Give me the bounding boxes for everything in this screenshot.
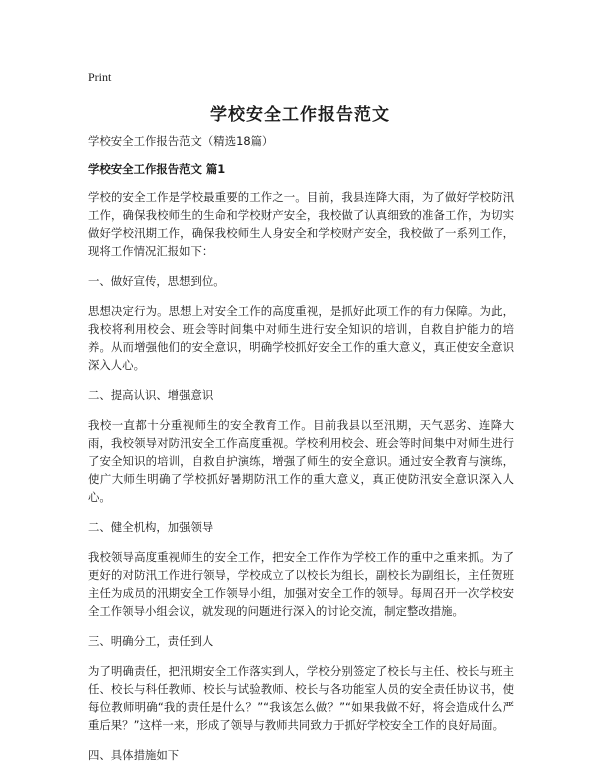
page-title: 学校安全工作报告范文 (210, 105, 390, 125)
print-link[interactable]: Print (88, 70, 112, 84)
paragraph-publicity: 思想决定行为。思想上对安全工作的高度重视，是抓好此项工作的有力保障。为此，我校将利用校会、班会等时间集中对师生进行安全知识的培训，自救自护能力的培养。从而增强他们的安全意识，明确学校抓好安全工作的重大意义，真正使安全意识深入人心。 (88, 304, 514, 372)
document-body (88, 132, 514, 776)
paragraph-awareness: 我校一直都十分重视师生的安全教育工作。目前我县以至汛期，天气恶劣、连降大雨，我校领导对防汛安全工作高度重视。学校利用校会、班会等时间集中对师生进行了安全知识的培训，自救自护演练，增强了师生的安全意识。通过安全教育与演练，使广大师生明确了学校抓好暑期防汛工作的重大意义，真正使防汛安全意识深入人心。 (88, 418, 514, 504)
heading-awareness: 二、提高认识、增强意识 (88, 388, 214, 402)
section-title: 学校安全工作报告范文 篇1 (88, 162, 226, 176)
heading-organization: 二、健全机构，加强领导 (88, 520, 214, 534)
heading-measures: 四、具体措施如下 (88, 748, 180, 762)
heading-responsibility: 三、明确分工，责任到人 (88, 634, 214, 648)
heading-publicity: 一、做好宣传，思想到位。 (88, 274, 225, 288)
document-subtitle: 学校安全工作报告范文（精选18篇） (88, 134, 274, 148)
paragraph-intro: 学校的安全工作是学校最重要的工作之一。目前，我县连降大雨，为了做好学校防汛工作，确保我校师生的生命和学校财产安全，我校做了认真细致的准备工作，为切实做好学校汛期工作，确保我校师生人身安全和学校财产安全，我校做了一系列工作，现将工作情况汇报如下： (88, 190, 514, 258)
paragraph-organization: 我校领导高度重视师生的安全工作，把安全工作作为学校工作的重中之重来抓。为了更好的对防汛工作进行领导，学校成立了以校长为组长，副校长为副组长，主任贺班主任为成员的汛期安全工作领导小组，加强对安全工作的领导。每周召开一次学校安全工作领导小组会议，就发现的问题进行深入的讨论交流，制定整改措施。 (88, 550, 514, 618)
paragraph-responsibility: 为了明确责任，把汛期安全工作落实到人，学校分别签定了校长与主任、校长与班主任、校长与科任教师、校长与试验教师、校长与各功能室人员的安全责任协议书，使每位教师明确“我的责任是什么？”“我该怎么做？”“如果我做不好，将会造成什么严重后果？”这样一来，形成了领导与教师共同致力于抓好学校安全工作的良好局面。 (88, 664, 514, 732)
